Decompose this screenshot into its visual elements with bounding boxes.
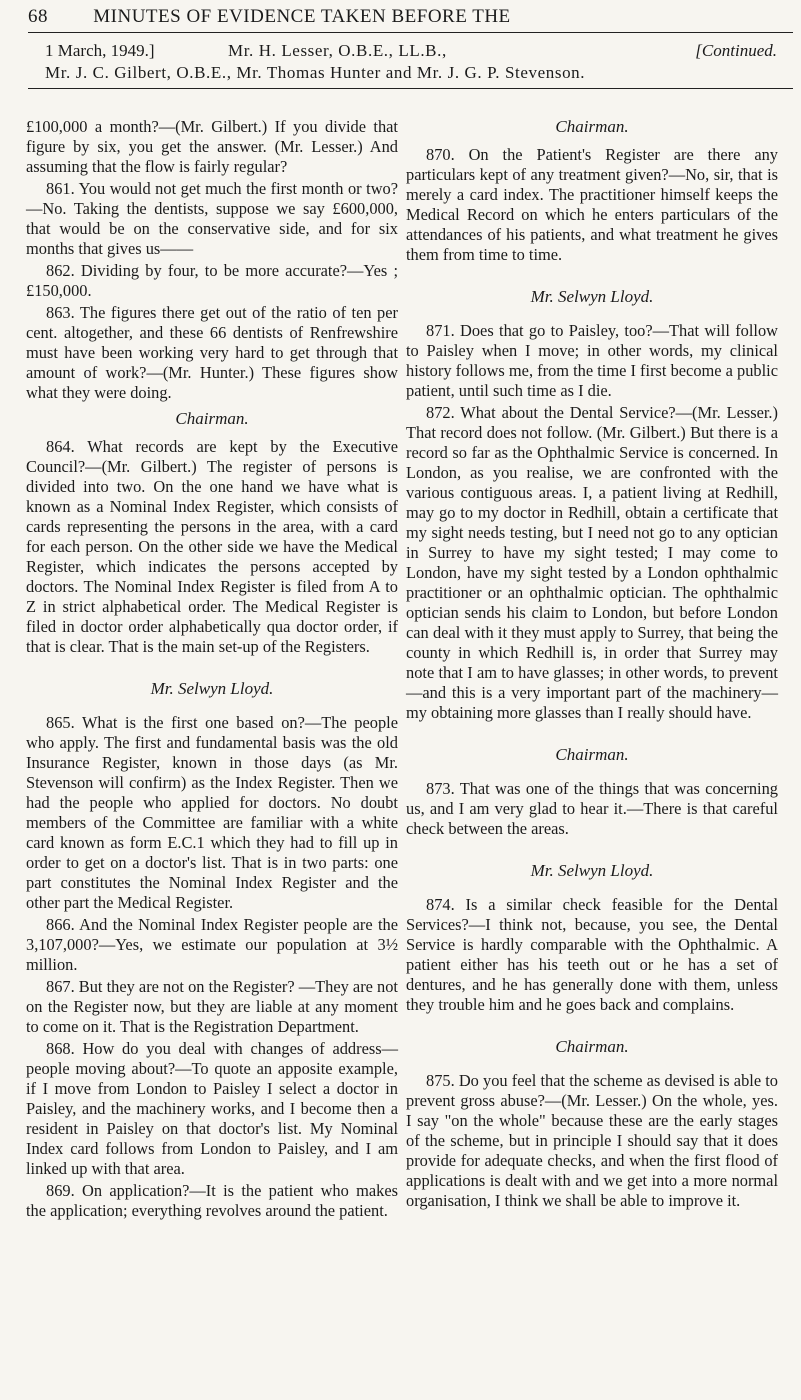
running-header [28, 6, 788, 28]
right-column [406, 117, 778, 1213]
witnesses-line-2: Mr. J. C. Gilbert, O.B.E., Mr. Thomas Hunter and Mr. J. G. P. Stevenson. [45, 63, 586, 82]
continued-mark: [Continued. [695, 41, 777, 60]
question-874: 874. Is a similar check feasible for the Dental Services?—I think not, because, you see, the Dental Service is hardly comparable with the Ophthalmic. A patient either has his teeth out or he has a set of dentures, and he has generally done with them, unless they trouble him and he goes back and complains. [406, 895, 778, 1014]
question-861: 861. You would not get much the first month or two?—No. Taking the dentists, suppose we say £600,000, that would be on the conservative side, and for six months that gives us—— [26, 179, 398, 258]
question-866: 866. And the Nominal Index Register people are the 3,107,000?—Yes, we estimate our population at 3½ million. [26, 915, 398, 974]
speaker-heading: Chairman. [175, 409, 249, 428]
header-rule-bottom [28, 88, 793, 89]
question-875: 875. Do you feel that the scheme as devised is able to prevent gross abuse?—(Mr. Lesser.) On the whole, yes. I say "on the whole" because these are the early stages of the scheme, but in principle I should say that it does provide for adequate checks, and when the first flood of applications is dealt with and we get into a more normal organisation, I think we shall be able to improve it. [406, 1071, 778, 1210]
question-867: 867. But they are not on the Register? —They are not on the Register now, but they are liable at any moment to come on it. That is the Registration Department. [26, 977, 398, 1036]
question-864: 864. What records are kept by the Executive Council?—(Mr. Gilbert.) The register of persons is divided into two. On the one hand we have what is known as a Nominal Index Register, which consists of cards representing the persons in the area, with a card for each person. On the other side we have the Medical Register, which indicates the persons accepted by doctors. The Nominal Index Register is filed from A to Z in strict alphabetical order. The Medical Register is filed in doctor order alphabetically qua doctor order, if that is clear. That is the main set-up of the Registers. [26, 437, 398, 656]
speaker-heading: Chairman. [555, 1037, 629, 1056]
question-862: 862. Dividing by four, to be more accurate?—Yes ; £150,000. [26, 261, 398, 300]
speaker-heading: Mr. Selwyn Lloyd. [150, 679, 274, 698]
question-872: 872. What about the Dental Service?—(Mr. Lesser.) That record does not follow. (Mr. Gilbert.) But there is a record so far as the Ophthalmic Service is concerned. In London, as you realise, we are confronted with the various contiguous areas. I, a patient living at Redhill, may go to my doctor in Redhill, obtain a certificate that my sight needs testing, but I need not go to any optician in Surrey to have my sight tested; I may come to London, have my sight tested by a London ophthalmic practitioner or an ophthalmic optician. The ophthalmic optician sends his claim to London, but before London can deal with it they must apply to Surrey, that being the county in which Redhill is, in order that Surrey may note that I am to have glasses; in other words, to prevent—and this is a very important part of the machinery—my obtaining more glasses than I really should have. [406, 403, 778, 722]
header-rule-top [28, 32, 793, 33]
question-871: 871. Does that go to Paisley, too?—That will follow to Paisley when I move; in other words, my clinical history follows me, from the time I first become a public patient, until such time as I die. [406, 321, 778, 400]
question-863: 863. The figures there get out of the ratio of ten per cent. altogether, and these 66 dentists of Renfrewshire must have been working very hard to get through that amount of work?—(Mr. Hunter.) These figures show what they were doing. [26, 303, 398, 402]
speaker-heading: Chairman. [555, 117, 629, 136]
question-869: 869. On application?—It is the patient who makes the application; everything revolves around the patient. [26, 1181, 398, 1220]
hearing-date: 1 March, 1949.] [45, 41, 155, 60]
witnesses-line-1: Mr. H. Lesser, O.B.E., LL.B., [228, 41, 447, 60]
paragraph-continued: £100,000 a month?—(Mr. Gilbert.) If you divide that figure by six, you get the answer. (Mr. Lesser.) And assuming that the flow is fairly regular? [26, 117, 398, 176]
page-number: 68 [28, 6, 48, 27]
left-column [26, 117, 398, 1223]
question-870: 870. On the Patient's Register are there any particulars kept of any treatment given?—No, sir, that is merely a card index. The practitioner himself keeps the Medical Record on which he enters particulars of the attendances of his patients, and what treatment he gives them from time to time. [406, 145, 778, 264]
speaker-heading: Mr. Selwyn Lloyd. [530, 861, 654, 880]
question-865: 865. What is the first one based on?—The people who apply. The first and fundamental basis was the old Insurance Register, known in those days (as Mr. Stevenson will confirm) as the Index Register. Then we had the people who applied for doctors. No doubt members of the Committee are familiar with a white card known as form E.C.1 which they had to fill up in order to get on a doctor's list. That is in two parts: one part constitutes the Nominal Index Register and the other part the Medical Register. [26, 713, 398, 912]
question-868: 868. How do you deal with changes of address—people moving about?—To quote an apposite example, if I move from London to Paisley I select a doctor in Paisley, and the machinery works, and I become then a resident in Paisley on that doctor's list. My Nominal Index card follows from London to Paisley, and I am linked up with that area. [26, 1039, 398, 1178]
question-873: 873. That was one of the things that was concerning us, and I am very glad to hear it.—There is that careful check between the areas. [406, 779, 778, 838]
running-title: MINUTES OF EVIDENCE TAKEN BEFORE THE [93, 6, 511, 27]
speaker-heading: Chairman. [555, 745, 629, 764]
speaker-heading: Mr. Selwyn Lloyd. [530, 287, 654, 306]
